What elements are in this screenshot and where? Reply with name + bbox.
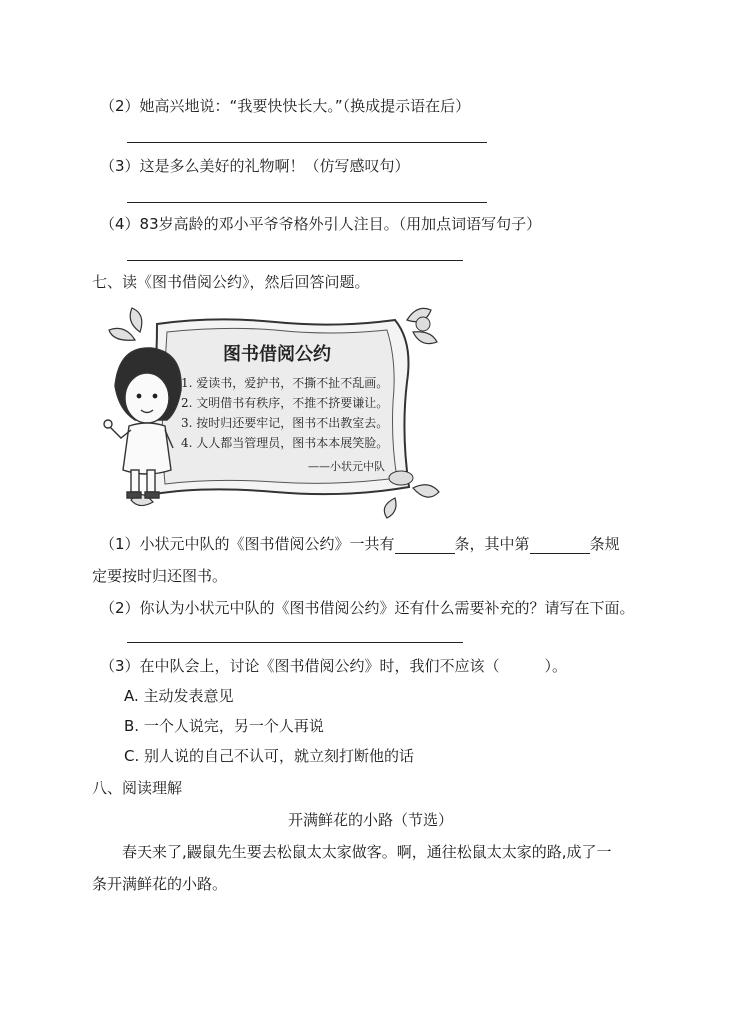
- poster-title: 图书借阅公约: [223, 344, 331, 365]
- decoration-ball-icon: [416, 317, 430, 331]
- poster-rule-1: 1. 爱读书，爱护书，不撕不扯不乱画。: [181, 376, 389, 390]
- question-7-1-text-a: （1）小状元中队的《图书借阅公约》一共有: [100, 535, 395, 553]
- question-7-1-continued: 定要按时归还图书。: [92, 567, 228, 585]
- question-6-3: （3）这是多么美好的礼物啊！（仿写感叹句）: [100, 157, 410, 175]
- question-7-1-text-b: 条，其中第: [454, 535, 530, 553]
- blank-rule-count[interactable]: [395, 537, 455, 554]
- question-6-4: （4）83岁高龄的邓小平爷爷格外引人注目。（用加点词语写句子）: [100, 215, 542, 233]
- answer-line[interactable]: [127, 202, 487, 203]
- question-7-1: [100, 534, 620, 554]
- answer-line[interactable]: [127, 260, 463, 261]
- option-c[interactable]: C. 别人说的自己不认可，就立刻打断他的话: [124, 747, 415, 765]
- option-b[interactable]: B. 一个人说完，另一个人再说: [124, 717, 324, 735]
- library-rules-poster: [95, 302, 445, 522]
- question-7-1-text-c: 条规: [589, 535, 620, 553]
- decoration-stone-icon: [389, 471, 413, 485]
- poster-rule-2: 2. 文明借书有秩序，不推不挤要谦让。: [181, 396, 389, 410]
- poster-signature: ——小状元中队: [308, 460, 385, 473]
- question-7-3: （3）在中队会上，讨论《图书借阅公约》时，我们不应该（ ）。: [100, 657, 568, 675]
- passage-line-1: 春天来了,鼹鼠先生要去松鼠太太家做客。啊，通往松鼠太太家的路,成了一: [122, 843, 612, 861]
- passage-line-2: 条开满鲜花的小路。: [92, 875, 228, 893]
- question-7-2: （2）你认为小状元中队的《图书借阅公约》还有什么需要补充的？请写在下面。: [100, 599, 635, 617]
- passage-title: 开满鲜花的小路（节选）: [287, 811, 453, 829]
- answer-line[interactable]: [127, 642, 463, 643]
- poster-rule-4: 4. 人人都当管理员，图书本本展笑脸。: [181, 436, 389, 450]
- question-6-2: （2）她高兴地说：“我要快快长大。”（换成提示语在后）: [100, 97, 471, 115]
- blank-rule-number[interactable]: [530, 537, 590, 554]
- option-a[interactable]: A. 主动发表意见: [124, 687, 234, 705]
- poster-rule-3: 3. 按时归还要牢记，图书不出教室去。: [181, 416, 389, 430]
- section-8-heading: 八、阅读理解: [92, 779, 183, 797]
- section-7-heading: 七、读《图书借阅公约》，然后回答问题。: [92, 273, 370, 291]
- answer-line[interactable]: [127, 142, 487, 143]
